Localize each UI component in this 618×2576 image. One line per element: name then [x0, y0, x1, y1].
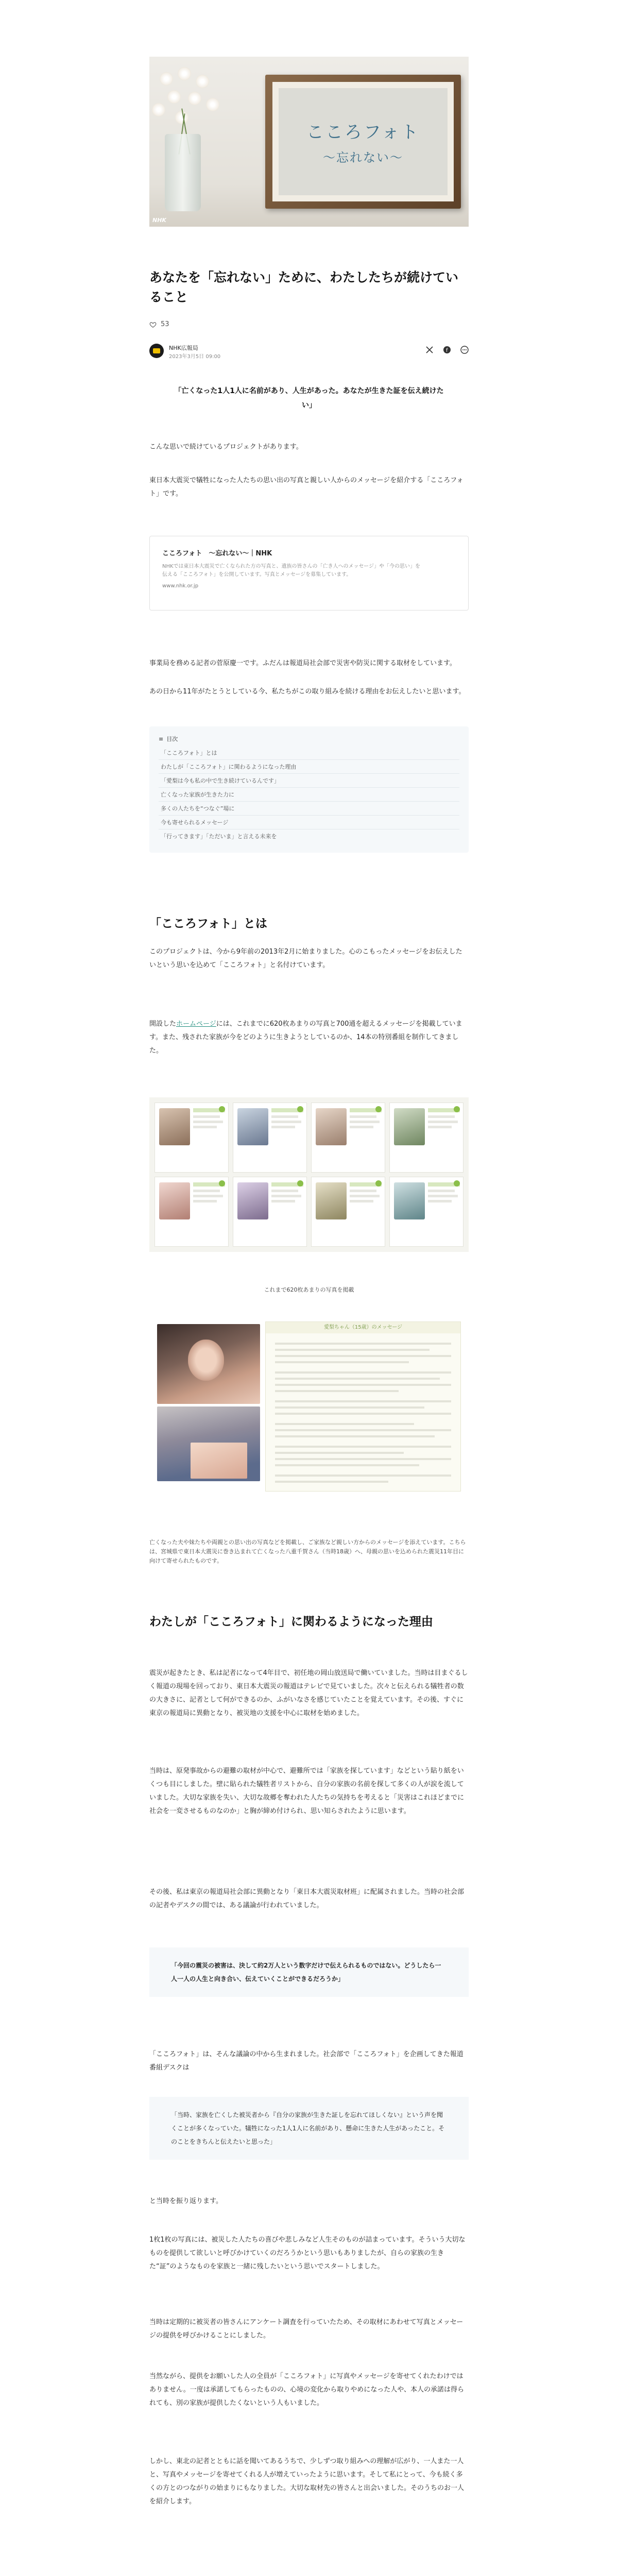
- toc-item[interactable]: 「行ってきます」「ただいま」と言える未来を: [161, 833, 277, 840]
- section2-paragraph-8: 当然ながら、提供をお願いした人の全員が「こころフォト」に写真やメッセージを寄せてくれたわけではありません。一度は承諾してもらったものの、心境の変化から取りやめになった人や、本人の承諾は得られても、別の家族が提供したくないという人もいました。: [149, 2372, 465, 2407]
- section2-paragraph-9: しかし、東北の記者とともに話を聞いてあるうちで、少しずつ取り組みへの理解が広がり、一人また一人と、写真やメッセージを寄せてくれる人が増えていったように思います。そして私にとって、今も続く多くの方とのつながりの始まりにもなりました。大切な取材先の皆さんと出会いました。そのうちのお一人を紹介します。: [149, 2458, 465, 2505]
- intro2-paragraph-2: あの日から11年がたとうとしている今、私たちがこの取り組みを続ける理由をお伝えしたいと思います。: [149, 688, 466, 696]
- toc-item[interactable]: わたしが「こころフォト」に関わるようになった理由: [159, 760, 459, 774]
- frame-subtitle: 〜忘れない〜: [323, 150, 403, 165]
- memorial-photo: [157, 1324, 260, 1404]
- homepage-link[interactable]: ホームページ: [176, 1020, 216, 1028]
- section2-paragraph-4: 「こころフォト」は、そんな議論の中から生まれました。社会部で「こころフォト」を企画してきた報道番組デスクは: [149, 2050, 464, 2072]
- intro2-paragraph-1: 事業局を務める記者の菅原慶一です。ふだんは報道局社会部で災害や防災に関する取材をしています。: [149, 659, 456, 667]
- author-bar: [149, 343, 469, 360]
- intro-paragraph-1: こんな思いで続けているプロジェクトがあります。: [149, 443, 303, 451]
- blockquote-desk: 「当時、家族を亡くした被災者から『自分の家族が生きた証しを忘れてほしくない』という声を聞くことが多くなっていた。犠牲になった1人1人に名前があり、懸命に生きた人生があったこと。そのことをきちんと伝えたいと思った」: [149, 2097, 469, 2160]
- vase: [165, 134, 201, 211]
- section2-paragraph-1: 震災が起きたとき、私は記者になって4年目で、初任地の岡山放送局で働いていました。当時は目まぐるしく報道の現場を回っており、東日本大震災の報道はテレビで見ていました。次々と伝えられる犠牲者の数の大きさに、記者として何ができるのか、ふがいなさを感じていたことを覚えています。その後、すぐに東京の報道局に異動となり、被災地の支援を中心に取材を始めました。: [149, 1669, 468, 1717]
- section1-paragraph-1: このプロジェクトは、今から9年前の2013年2月に始まりました。心のこもったメッセージをお伝えしたいという思いを込めて「こころフォト」と名付けています。: [149, 948, 462, 969]
- section2-paragraph-7: 当時は定期的に被災者の皆さんにアンケート調査を行っていたため、その取材にあわせて写真とメッセージの提供を呼びかけることにしました。: [149, 2318, 464, 2340]
- gallery-card[interactable]: [233, 1103, 307, 1173]
- memorial-caption: 亡くなった夫や妹たちや両親との思い出の写真などを掲載し、ご家族など親しい方からのメッセージを添えています。こちらは、宮城県で東日本大震災に巻き込まれて亡くなった八重千賀さん（当時18歳）へ、母親の思いを込められた震災11年目に向けて寄せられたものです。: [149, 1539, 466, 1564]
- gallery-card[interactable]: [154, 1177, 229, 1247]
- link-card-desc: NHKでは東日本大震災で亡くなられた方の写真と、遺族の皆さんの「亡き人へのメッセージ」や「今の思い」を 伝える「こころフォト」を公開しています。写真とメッセージを募集しています。: [162, 564, 420, 578]
- intro-paragraph-2: 東日本大震災で犠牲になった人たちの思い出の写真と親しい人からのメッセージを紹介する「こころフォト」です。: [149, 477, 464, 498]
- list-icon: ≡: [159, 735, 164, 742]
- toc-item[interactable]: 「愛梨は今も私の中で生き続けているんです」: [159, 774, 459, 788]
- section2-paragraph-6: 1枚1枚の写真には、被災した人たちの喜びや悲しみなど人生そのものが詰まっています。そういう大切なものを提供して欲しいと呼びかけていくのだろうかという思いもありましたが、自らの家族の生きた“証”のようなものを家族と一緒に残したいという思いでスタートしました。: [149, 2236, 466, 2270]
- memorial-example: [149, 1311, 469, 1558]
- author-avatar[interactable]: [149, 344, 164, 358]
- flower-bouquet: [149, 67, 227, 144]
- section2-paragraph-2: 当時は、原発事故からの避難の取材が中心で、避難所では「家族を探しています」などという貼り紙をいくつも目にしました。壁に貼られた犠牲者リストから、自分の家族の名前を探して多くの人が涙を流していました。大切な家族を失い、大切な故郷を奪われた人たちの気持ちを考えると「災害はこれほどまでに社会を一変させるものなのか」と胸が締め付けられ、思い知らされたように思います。: [149, 1767, 465, 1815]
- more-icon[interactable]: [460, 346, 469, 354]
- photo-gallery: [149, 1097, 469, 1252]
- toc-item[interactable]: 亡くなった家族が生きた力に: [159, 788, 459, 802]
- author-name[interactable]: NHK広報局: [169, 345, 198, 351]
- section1-paragraph-2: 開設したホームページには、これまでに620枚あまりの写真と700通を超えるメッセージを掲載しています。また、残された家族が今をどのように生きようとしているのか、14本の特別番組を制作してきました。: [149, 1020, 462, 1055]
- publish-date: 2023年3月5日 09:00: [169, 354, 221, 360]
- link-card[interactable]: [149, 536, 469, 611]
- section-heading-kokoro-photo: 「こころフォト」とは: [149, 917, 267, 930]
- memorial-message-header: 愛梨ちゃん（15歳）のメッセージ: [266, 1322, 460, 1333]
- memorial-message: [265, 1321, 461, 1492]
- x-icon[interactable]: [425, 346, 434, 354]
- gallery-card[interactable]: [233, 1177, 307, 1247]
- nhk-logo: NHK: [152, 217, 166, 224]
- section2-paragraph-5: と当時を振り返ります。: [149, 2197, 222, 2205]
- svg-text:f: f: [446, 348, 448, 353]
- frame-title: こころフォト: [306, 122, 420, 143]
- blockquote-debate: 「今回の震災の被害は、決して約2万人という数字だけで伝えられるものではない。どうしたら一人一人の人生と向き合い、伝えていくことができるだろうか」: [149, 1947, 469, 1997]
- heart-icon: [149, 321, 157, 328]
- gallery-caption: これまで620枚あまりの写真を掲載: [264, 1286, 354, 1293]
- toc-item[interactable]: 「こころフォト」とは: [159, 746, 459, 760]
- hero-image: [149, 57, 469, 227]
- facebook-icon[interactable]: [443, 346, 451, 354]
- toc-item[interactable]: 今も寄せられるメッセージ: [159, 816, 459, 829]
- table-of-contents: [149, 726, 469, 853]
- intro-highlight: 「亡くなった1人1人に名前があり、人生があった。あなたが生きた証を伝え続けたい」: [174, 387, 444, 410]
- toc-heading[interactable]: ≡ 目次: [159, 735, 178, 742]
- section2-paragraph-3: その後、私は東京の報道局社会部に異動となり「東日本大震災取材班」に配属されました。当時の社会部の記者やデスクの間では、ある議論が行われていました。: [149, 1888, 465, 1909]
- photo-frame: [265, 75, 461, 209]
- like-count: 53: [161, 320, 169, 328]
- gallery-card[interactable]: [389, 1103, 464, 1173]
- toc-item[interactable]: 多くの人たちを“つなぐ”場に: [159, 802, 459, 816]
- section-heading-reason: わたしが「こころフォト」に関わるようになった理由: [149, 1615, 433, 1629]
- article-title: あなたを「忘れない」ために、わたしたちが続けていること: [149, 270, 459, 304]
- link-card-title: こころフォト 〜忘れない〜｜NHK: [162, 550, 272, 557]
- gallery-card[interactable]: [154, 1103, 229, 1173]
- link-card-url: www.nhk.or.jp: [162, 583, 199, 589]
- gallery-card[interactable]: [389, 1177, 464, 1247]
- gallery-card[interactable]: [311, 1103, 385, 1173]
- like-button[interactable]: [149, 320, 169, 328]
- memorial-photo: [191, 1443, 247, 1479]
- gallery-card[interactable]: [311, 1177, 385, 1247]
